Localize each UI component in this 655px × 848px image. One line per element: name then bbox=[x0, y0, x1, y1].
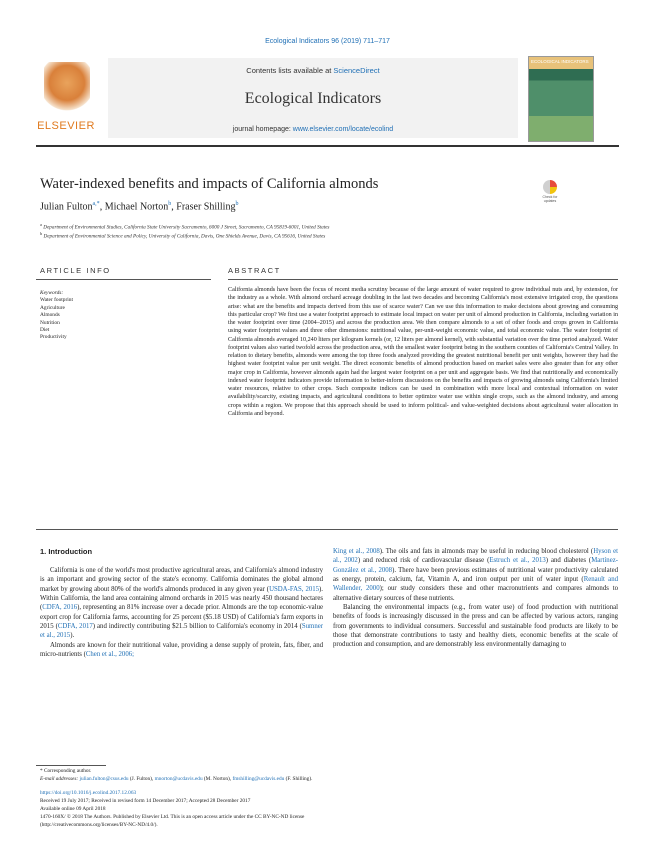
header-divider bbox=[36, 145, 619, 147]
email-label: E-mail addresses: bbox=[40, 776, 79, 782]
body-text: ) and diabetes ( bbox=[545, 557, 592, 565]
body-text: Almonds are known for their nutritional value, providing a dense supply of protein, fats, fiber, and micro-nutrients ( bbox=[40, 641, 323, 659]
author-affil-mark[interactable]: b bbox=[168, 201, 172, 207]
keyword-item: Productivity bbox=[40, 334, 67, 341]
email-line bbox=[40, 776, 600, 782]
homepage-prefix: journal homepage: bbox=[232, 126, 291, 133]
paragraph: Balancing the environmental impacts (e.g., from water use) of food production with nutritional benefits of foods is increasingly discussed in the press and can be affected by various actors, ranging from governments to individual consumers. Successful and sustainable food products are likely to be those that demonstrate contributions to tasty and healthy diets, economic benefits at the scale of production and consumption, and are demonstrably less environmentally damaging to bbox=[333, 604, 618, 649]
doi-link[interactable]: https://doi.org/10.1016/j.ecolind.2017.12.063 bbox=[40, 790, 137, 796]
author-name[interactable]: Michael Norton bbox=[104, 201, 169, 213]
citation-link[interactable]: Chen et al., 2006; bbox=[85, 651, 135, 659]
email-link[interactable]: julian.fulton@csus.edu bbox=[79, 776, 129, 782]
crossmark-icon bbox=[543, 180, 557, 194]
footnote-rule bbox=[36, 765, 106, 766]
citation-link[interactable]: Martínez-González et al., 2008 bbox=[333, 557, 618, 574]
doi-line bbox=[40, 790, 136, 796]
citation-link[interactable]: Renault and Wallender, 2000 bbox=[333, 576, 618, 593]
author-name[interactable]: Julian Fulton bbox=[40, 201, 93, 213]
affiliation-text: Department of Environmental Science and Policy, University of California, Davis, One Shields Avenue, Davis, CA 95616, United States bbox=[43, 233, 326, 240]
body-column-right bbox=[333, 547, 618, 650]
body-text: ). bbox=[70, 632, 75, 640]
body-text: ) and reduced risk of cardiovascular disease ( bbox=[357, 557, 490, 565]
introduction-heading: 1. Introduction bbox=[40, 547, 93, 556]
keyword-item: Water footprint bbox=[40, 297, 73, 304]
affiliation-mark: a bbox=[40, 222, 42, 227]
keywords-label: Keywords: bbox=[40, 290, 64, 296]
citation-link[interactable]: Hyson et al., 2002 bbox=[333, 548, 618, 565]
received-dates: Received 19 July 2017; Received in revised form 14 December 2017; Accepted 28 December 2017 bbox=[40, 798, 251, 804]
email-link[interactable]: fmshilling@ucdavis.edu bbox=[232, 776, 285, 782]
homepage-link[interactable]: www.elsevier.com/locate/ecolind bbox=[292, 126, 394, 133]
contents-prefix: Contents lists available at bbox=[246, 66, 332, 75]
contents-line bbox=[108, 66, 518, 75]
citation-link[interactable]: USDA-FAS, 2015 bbox=[269, 585, 320, 593]
affiliation-mark: b bbox=[40, 231, 43, 236]
citation-link[interactable]: Estruch et al., 2013 bbox=[489, 557, 546, 565]
article-title: Water-indexed benefits and impacts of California almonds bbox=[40, 176, 379, 192]
body-text: ). There have been previous estimates of nutritional water productivity calculated as energy, protein, calcium, fat, Vitamin A, and iron output per unit of water input ( bbox=[333, 566, 618, 584]
email-link[interactable]: mnorton@ucdavis.edu bbox=[154, 776, 203, 782]
author-name[interactable]: Fraser Shilling bbox=[176, 201, 236, 213]
keyword-item: Agriculture bbox=[40, 304, 65, 311]
cover-title: ECOLOGICAL INDICATORS bbox=[531, 59, 589, 64]
citation-link[interactable]: CDFA, 2016 bbox=[42, 604, 78, 612]
body-text: ) and indirectly contributing $21.5 billion to California's economy in 2014 ( bbox=[92, 623, 302, 631]
journal-homepage bbox=[108, 126, 518, 133]
crossmark-label: Check for updates bbox=[542, 195, 558, 203]
license-url[interactable]: (http://creativecommons.org/licenses/BY-NC-ND/4.0/). bbox=[40, 822, 158, 828]
abstract-rule bbox=[228, 279, 618, 280]
abstract-bottom-rule bbox=[36, 529, 618, 530]
email-owner: (M. Norton), bbox=[203, 776, 232, 782]
paragraph bbox=[40, 641, 323, 660]
affiliation bbox=[40, 231, 600, 240]
article-info-rule bbox=[36, 279, 211, 280]
elsevier-logo bbox=[36, 58, 96, 138]
body-text: ). The oils and fats in almonds may be useful in reducing blood cholesterol ( bbox=[379, 548, 594, 555]
citation-link[interactable]: Sumner et al., 2015 bbox=[40, 623, 324, 640]
keyword-item: Nutrition bbox=[40, 319, 60, 326]
body-text: ); our study considers these and other macronutrients and compares almonds to alternative dietary sources of these nutrients. bbox=[333, 585, 618, 602]
journal-title: Ecological Indicators bbox=[244, 90, 382, 107]
author-affil-mark[interactable]: a,* bbox=[92, 201, 100, 207]
abstract-text: California almonds have been the focus of recent media scrutiny because of the large amount of water required to grow individual nuts and, by extension, for the industry as a whole. With almond orchard acreage doubling in the last two decades and becoming California's most extensive irrigated crop, the questions arise: what are the benefits and impacts derived from this use of scarce water? Can we use this information to make decisions about growing and consuming this particular crop? We first use a water footprint approach to estimate local impact on water per unit of almond production in California, including variation in the water footprint over time (2004–2015) and across the production area. We then compare almonds to a set of other foods and crops grown in California using water footprint values and three other dimensions: nutritional value, per-unit-weight economic value, and total economic value. The water footprint of California almonds averaged 10,240 liters per kilogram kernels (or, 12 liters per almond kernel), with substantial variation over the time period analyzed. Water footprint values also varied twofold across the production area, with the smallest water footprint being in the southern counties of California's Central Valley. In relation to dietary benefits, almonds were among the top three foods analyzed providing the greatest nutritional benefit per unit weights, however they had the highest water footprint value per unit weight. The direct economic benefits of almond production based on market sales were also greater than for any other major crop in California, however almonds again had the largest water footprint on a per unit and aggregate basis. We find that nutritionally and economically indexed water footprint indicators provide information to better-inform discussions on the benefits and impacts of growing almonds using California's limited water resources, relative to other crops. Such composite indices can be used in combination with more local and contextual information on water availability/scarcity, existing impacts, and agricultural conditions to better optimize water use within single crops, such as the almond industry, and among crops within a region. We propose that this approach should be used to inform political- and value-weighted decisions about agricultural water allocation in California and beyond. bbox=[228, 287, 618, 417]
corresponding-author-note: * Corresponding author. bbox=[40, 768, 92, 774]
elsevier-tree-icon bbox=[44, 62, 90, 114]
abstract-heading: ABSTRACT bbox=[228, 266, 281, 275]
email-owner: (J. Fulton), bbox=[129, 776, 154, 782]
body-text: ). Within California, the land area containing almond orchards in 2015 was nearly 450 thousand hectares ( bbox=[40, 585, 324, 612]
citation-link[interactable]: CDFA, 2017 bbox=[57, 623, 93, 631]
article-info-heading: ARTICLE INFO bbox=[40, 266, 111, 275]
keyword-item: Almonds bbox=[40, 312, 60, 319]
citation-link[interactable]: King et al., 2008 bbox=[333, 548, 380, 555]
license-line: 1470-160X/ © 2018 The Authors. Published by Elsevier Ltd. This is an open access article under the CC BY-NC-ND license bbox=[40, 814, 305, 820]
affiliation bbox=[40, 222, 600, 231]
author-list: Julian Fulton$^{a,*}$, Michael Norton$^b$, Fraser Shilling$^b$ bbox=[40, 201, 239, 213]
sciencedirect-link[interactable]: ScienceDirect bbox=[333, 66, 380, 75]
journal-reference[interactable]: Ecological Indicators 96 (2019) 711–717 bbox=[265, 38, 390, 45]
keywords-block bbox=[40, 290, 180, 342]
available-online: Available online 09 April 2018 bbox=[40, 806, 106, 812]
body-text: California is one of the world's most productive agricultural areas, and California's almond industry is an important and growing sector of the state's economy. California dominates the global almond market by growing about 80% of the world's almonds produced in any given year ( bbox=[40, 567, 323, 593]
affiliation-text: Department of Environmental Studies, California State University Sacramento, 6000 J Street, Sacramento, CA 95819-6001, United States bbox=[43, 224, 330, 231]
body-text: ), representing an 81% increase over a decade prior. Almonds are the top economic-value export crop for California farms, accounting for 25 percent ($5.18 USD) of California's farm exports in 2015 ( bbox=[40, 604, 323, 631]
journal-cover-image bbox=[528, 56, 594, 142]
body-column-left bbox=[40, 566, 323, 659]
author-affil-mark[interactable]: b bbox=[235, 201, 239, 207]
keyword-item: Diet bbox=[40, 327, 50, 334]
email-owner: (F. Shilling). bbox=[285, 776, 313, 782]
elsevier-wordmark: ELSEVIER bbox=[37, 120, 95, 132]
